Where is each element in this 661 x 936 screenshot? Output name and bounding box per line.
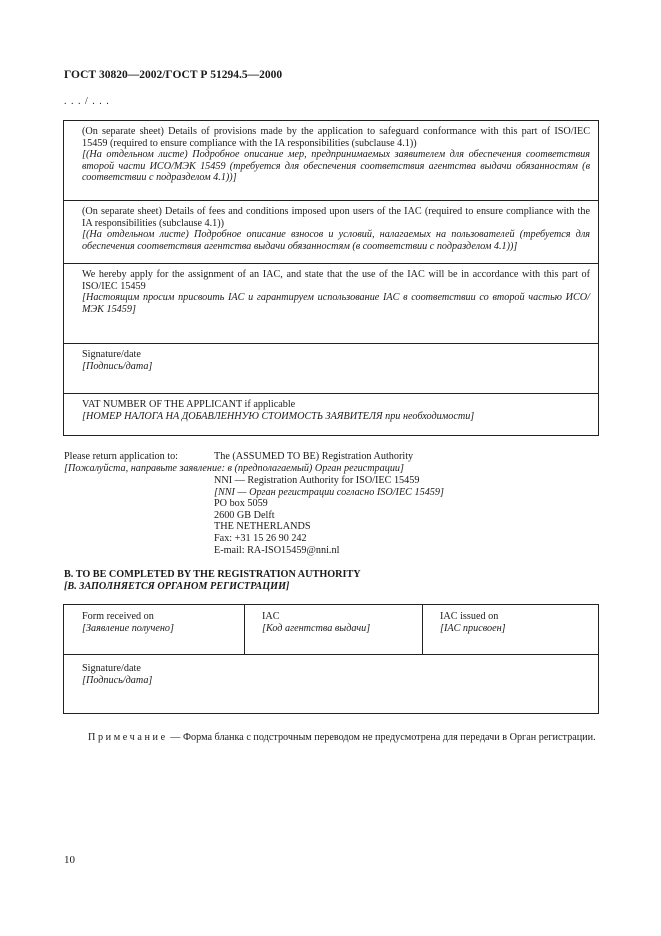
address-line: THE NETHERLANDS <box>214 521 311 533</box>
iac-cell <box>262 611 370 634</box>
email-line: E-mail: RA-ISO15459@nni.nl <box>214 544 340 556</box>
cell-label-ru: [Заявление получено] <box>82 622 174 634</box>
form-row-ru: [Настоящим просим присвоить IAC и гарантируем использование IAC в соответствии со второй частью ИСО/МЭК 15459] <box>82 292 590 315</box>
form-row-ru: [Подпись/дата] <box>82 360 153 372</box>
address-line: PO box 5059 <box>214 498 268 510</box>
form-received-cell <box>82 611 174 634</box>
cell-label-ru: [IAC присвоен] <box>440 622 506 634</box>
registration-authority-table <box>63 604 599 714</box>
continuation-mark: . . . / . . . <box>64 96 110 107</box>
form-row-application <box>64 264 598 344</box>
ra-signature-cell <box>82 663 152 686</box>
form-row-en: VAT NUMBER OF THE APPLICANT if applicable <box>82 399 296 410</box>
section-b-title-en: B. TO BE COMPLETED BY THE REGISTRATION AUTHORITY <box>64 569 361 580</box>
address-line: NNI — Registration Authority for ISO/IEC 15459 <box>214 475 420 486</box>
form-row-vat <box>64 394 598 435</box>
document-header: ГОСТ 30820—2002/ГОСТ Р 51294.5—2000 <box>64 69 283 81</box>
form-row-provisions <box>64 121 598 201</box>
form-row-fees <box>64 201 598 264</box>
iac-issued-cell <box>440 611 506 634</box>
form-row-en: (On separate sheet) Details of fees and conditions imposed upon users of the IAC (required to ensure compliance with the IA responsibilities (subclause 4.1)) <box>82 206 590 229</box>
form-row-en: (On separate sheet) Details of provisions made by the application to safeguard conformance with this part of ISO/IEC 15459 (required to ensure compliance with the IA responsibilities (subclause 4.1)) <box>82 126 590 149</box>
page-number: 10 <box>64 854 75 866</box>
cell-label-ru: [Код агентства выдачи] <box>262 622 371 634</box>
cell-label-ru: [Подпись/дата] <box>82 674 153 686</box>
note-label: Примечание <box>88 732 168 743</box>
return-label-en: Please return application to: <box>64 451 179 462</box>
address-line: [NNI — Орган регистрации согласно ISO/IEC 15459] <box>214 486 444 498</box>
form-row-en: Signature/date <box>82 349 141 360</box>
cell-label-en: IAC <box>262 611 280 622</box>
vat-ru-tail: при необходимости] <box>385 410 475 422</box>
cell-label-en: IAC issued on <box>440 611 499 622</box>
note-text: — Форма бланка с подстрочным переводом не предусмотрена для передачи в Орган регистрации. <box>167 732 596 743</box>
return-label-ru: [Пожалуйста, направьте заявление: в (предполагаемый) Орган регистрации] <box>64 463 404 474</box>
form-row-ru: [(На отдельном листе) Подробное описание взносов и условий, налагаемых на пользователей (требуется для обеспечения соответствия агентства выдачи обязанностям (в соответствии с подразделом 4.1))] <box>82 229 590 252</box>
section-b-heading <box>64 569 361 592</box>
cell-label-en: Form received on <box>82 611 154 622</box>
form-row-signature <box>64 344 598 394</box>
form-row-en: We hereby apply for the assignment of an IAC, and state that the use of the IAC will be in accordance with this part of ISO/IEC 15459 <box>82 269 590 292</box>
application-form-table <box>63 120 599 436</box>
ra-table-top-row <box>64 605 598 655</box>
column-divider <box>244 605 245 655</box>
registration-authority-title: The (ASSUMED TO BE) Registration Authority <box>214 451 414 462</box>
address-line: 2600 GB Delft <box>214 509 275 521</box>
authority-address <box>214 475 444 556</box>
column-divider <box>422 605 423 655</box>
vat-ru-main: [НОМЕР НАЛОГА НА ДОБАВЛЕННУЮ СТОИМОСТЬ ЗАЯВИТЕЛЯ <box>82 410 383 422</box>
form-row-ru <box>82 411 590 423</box>
form-row-ru: [(На отдельном листе) Подробное описание мер, предпринимаемых заявителем для обеспечения соответствия второй части ИСО/МЭК 15459 (требуется для обеспечения соответствия агентства выдачи обязанностям (в соответствии с подразделом 4.1))] <box>82 149 590 184</box>
cell-label-en: Signature/date <box>82 663 141 674</box>
fax-line: Fax: +31 15 26 90 242 <box>214 532 307 544</box>
note-paragraph <box>64 732 600 744</box>
section-b-title-ru: [В. ЗАПОЛНЯЕТСЯ ОРГАНОМ РЕГИСТРАЦИИ] <box>64 580 290 592</box>
